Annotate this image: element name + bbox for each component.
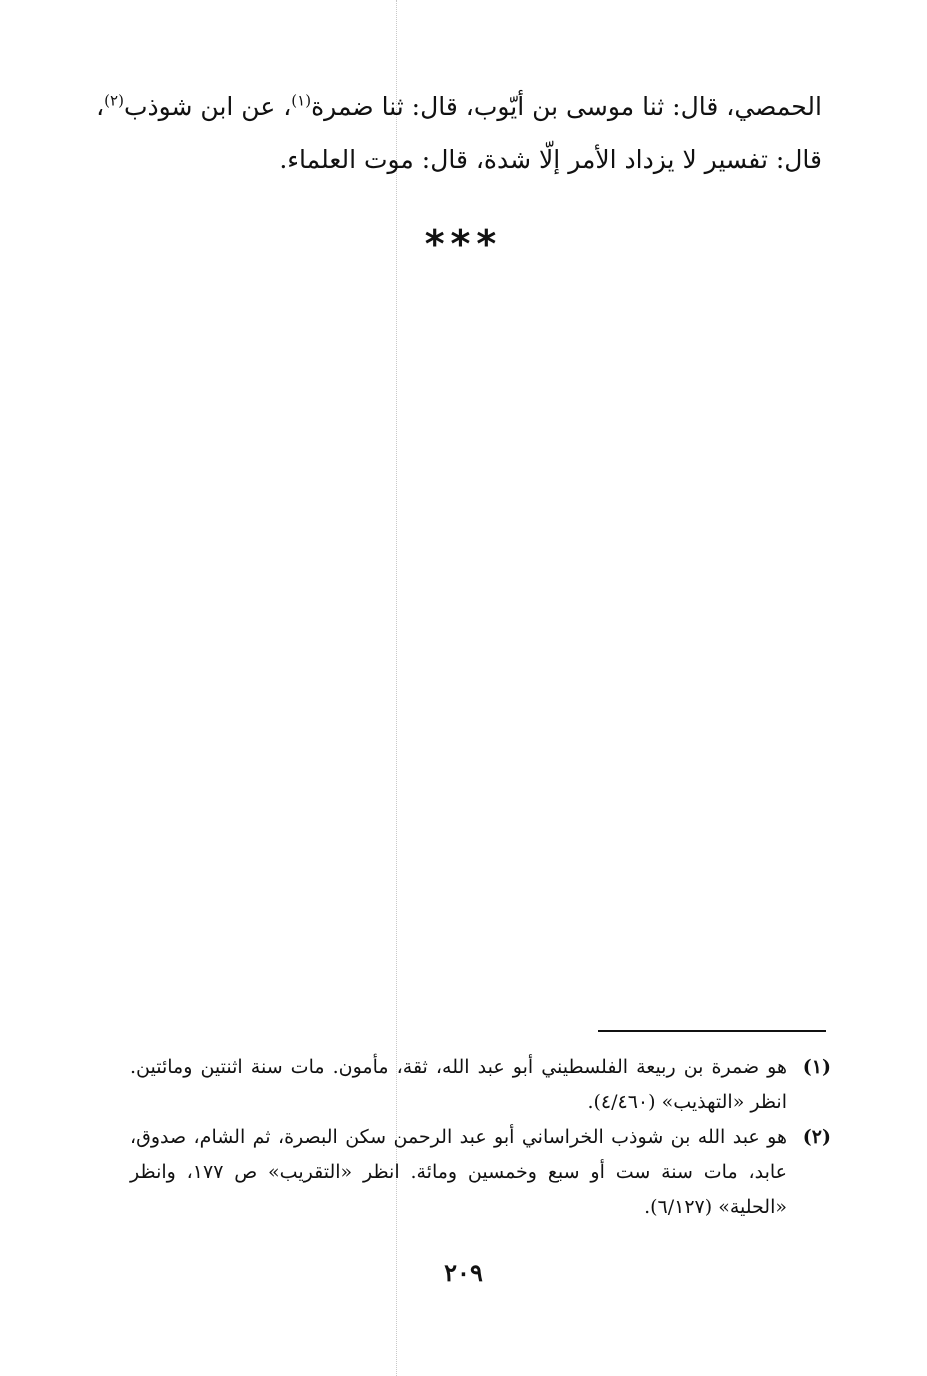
footnote-line: انظر «التهذيب» (٤/٤٦٠). <box>587 1091 787 1113</box>
page-number: ٢٠٩ <box>444 1258 483 1287</box>
footnotes <box>130 1050 831 1225</box>
footnote-1 <box>130 1050 831 1120</box>
footnote-ref-1: (١) <box>291 91 312 110</box>
main-text-segment: ، عن ابن شوذب <box>123 92 292 121</box>
footnote-line: هو ضمرة بن ربيعة الفلسطيني أبو عبد الله، ثقة، مأمون. مات سنة اثنتين ومائتين. <box>130 1056 787 1078</box>
main-text-segment: ، <box>96 92 105 121</box>
footnote-divider <box>598 1030 826 1032</box>
footnote-body <box>130 1120 787 1225</box>
footnote-2 <box>130 1120 831 1225</box>
footnote-line: هو عبد الله بن شوذب الخراساني أبو عبد الرحمن سكن البصرة، ثم الشام، صدوق، <box>130 1126 787 1148</box>
section-separator: *** <box>424 222 503 266</box>
footnote-line: عابد، مات سنة ست أو سبع وخمسين ومائة. انظر «التقريب» ص ١٧٧، وانظر <box>130 1161 787 1183</box>
main-text <box>96 80 822 186</box>
footnote-body <box>130 1050 787 1120</box>
main-text-segment: الحمصي، قال: ثنا موسى بن أيّوب، قال: ثنا ضمرة <box>311 92 822 121</box>
footnote-number: (٢) <box>802 1126 831 1148</box>
main-text-line-1 <box>96 80 822 133</box>
main-text-line-2: قال: تفسير لا يزداد الأمر إلّا شدة، قال: موت العلماء. <box>279 145 822 174</box>
footnote-number: (١) <box>802 1056 831 1078</box>
footnote-ref-2: (٢) <box>104 91 124 110</box>
footnote-line: «الحلية» (٦/١٢٧). <box>644 1196 787 1218</box>
